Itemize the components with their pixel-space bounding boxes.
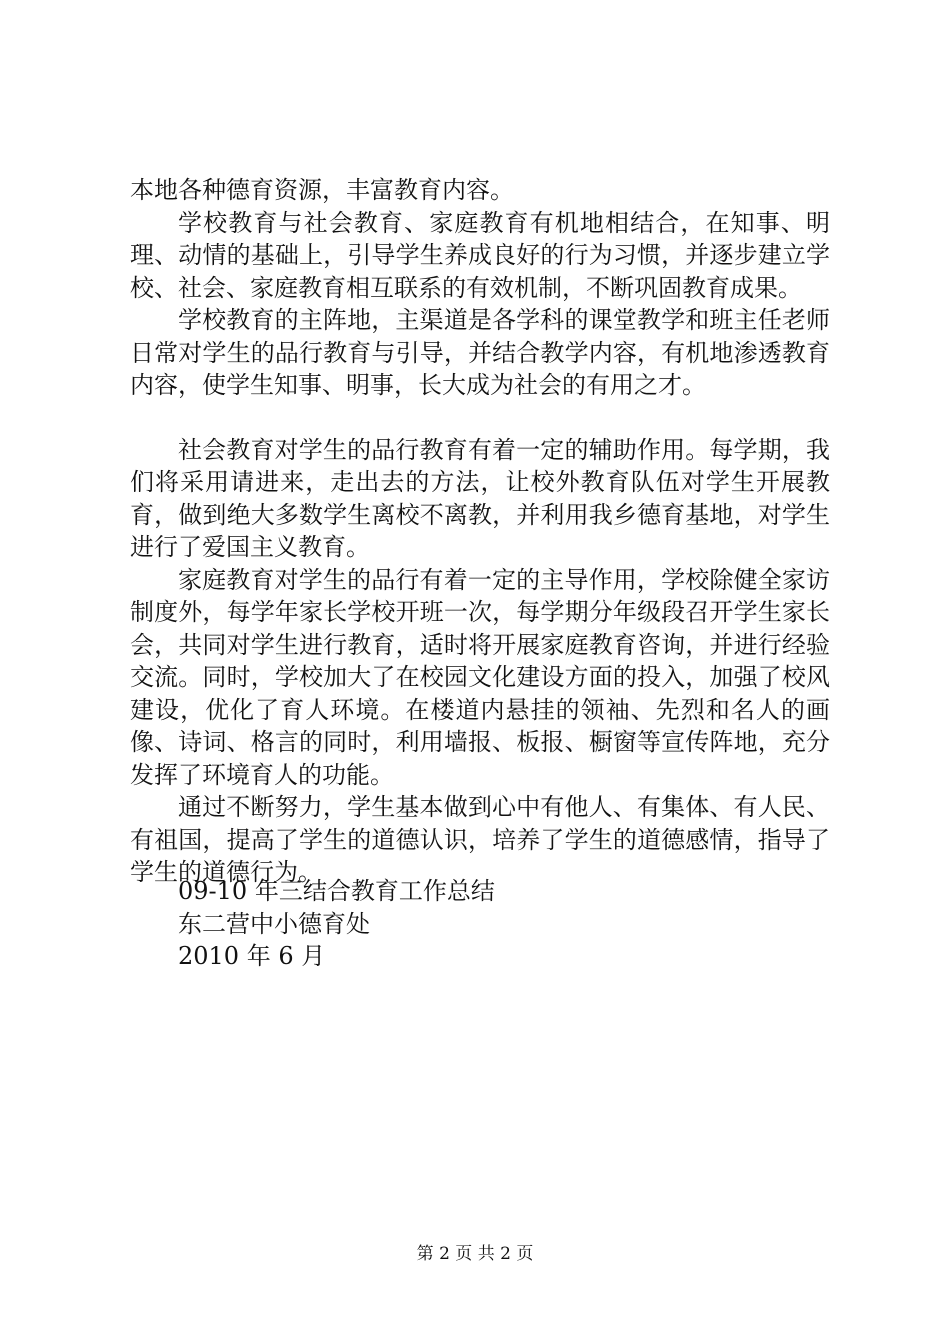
paragraph-family-education: 家庭教育对学生的品行有着一定的主导作用，学校除健全家访制度外，每学年家长学校开班一次，每学期分年级段召开学生家长会，共同对学生进行教育，适时将开展家庭教育咨询，并进行经验交流。同时，学校加大了在校园文化建设方面的投入，加强了校风建设，优化了育人环境。在楼道内悬挂的领袖、先烈和名人的画像、诗词、格言的同时，利用墙报、板报、橱窗等宣传阵地，充分发挥了环境育人的功能。 — [130, 565, 830, 789]
paragraph-social-education: 社会教育对学生的品行教育有着一定的辅助作用。每学期，我们将采用请进来，走出去的方法，让校外教育队伍对学生开展教育，做到绝大多数学生离校不离教，并利用我乡德育基地，对学生进行了爱国主义教育。 — [130, 435, 830, 561]
paragraph-school-education: 学校教育的主阵地，主渠道是各学科的课堂教学和班主任老师日常对学生的品行教育与引导，并结合教学内容，有机地渗透教育内容，使学生知事、明事，长大成为社会的有用之才。 — [130, 306, 830, 399]
signoff-title: 09-10 年三结合教育工作总结 — [178, 877, 495, 905]
signoff-date: 2010 年 6 月 — [178, 942, 326, 970]
page-footer: 第 2 页 共 2 页 — [416, 1244, 534, 1264]
paragraph-conclusion: 通过不断努力，学生基本做到心中有他人、有集体、有人民、有祖国，提高了学生的道德认识，培养了学生的道德感情，指导了学生的道德行为。 — [130, 793, 830, 886]
paragraph-resources: 本地各种德育资源，丰富教育内容。 — [130, 176, 514, 204]
document-body — [130, 174, 830, 889]
paragraph-integration: 学校教育与社会教育、家庭教育有机地相结合，在知事、明理、动情的基础上，引导学生养成良好的行为习惯，并逐步建立学校、社会、家庭教育相互联系的有效机制，不断巩固教育成果。 — [130, 208, 830, 302]
signoff-organization: 东二营中小德育处 — [178, 909, 370, 938]
signoff-block — [178, 875, 495, 973]
